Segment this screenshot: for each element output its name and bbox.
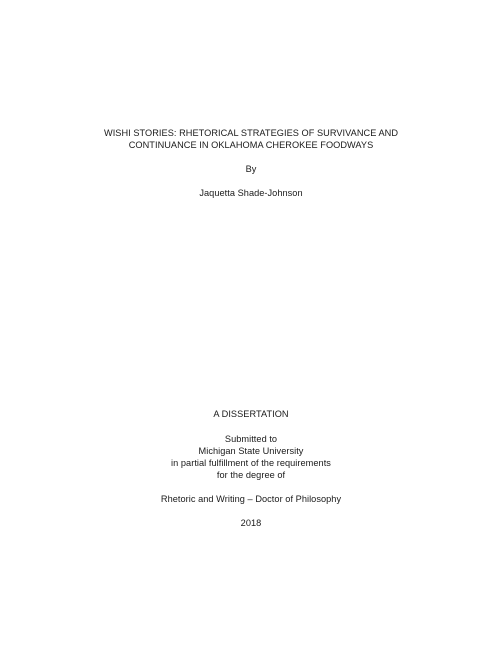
year: 2018	[240, 518, 262, 528]
degree-name: Rhetoric and Writing – Doctor of Philosophy	[160, 494, 342, 504]
submission-line-4: for the degree of	[216, 470, 286, 480]
submission-line-1: Submitted to	[224, 434, 278, 444]
document-type: A DISSERTATION	[213, 409, 289, 419]
by-label: By	[245, 164, 257, 174]
submission-line-3: in partial fulfillment of the requirements	[171, 458, 331, 468]
dissertation-title-line-1: WISHI STORIES: RHETORICAL STRATEGIES OF SURVIVANCE AND	[103, 128, 399, 138]
dissertation-title-line-2: CONTINUANCE IN OKLAHOMA CHEROKEE FOODWAYS	[128, 140, 374, 150]
author-name: Jaquetta Shade-Johnson	[199, 188, 303, 198]
university-name: Michigan State University	[198, 446, 304, 456]
